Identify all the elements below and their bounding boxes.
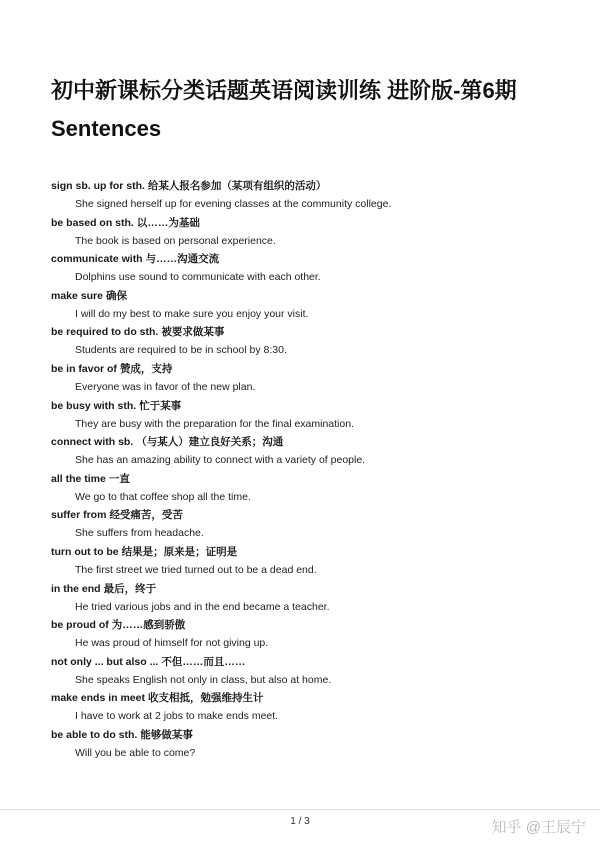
example-sentence: She suffers from headache. [75, 527, 204, 540]
example-sentence: She has an amazing ability to connect with a variety of people. [75, 454, 366, 467]
phrase: be based on sth. [51, 216, 134, 229]
example-sentence: She signed herself up for evening classes at the community college. [75, 198, 392, 210]
example-sentence: We go to that coffee shop all the time. [75, 490, 251, 503]
phrase: make sure [51, 289, 103, 302]
list-item [51, 543, 571, 580]
example-sentence: Dolphins use sound to communicate with each other. [75, 271, 321, 284]
meaning: 为……感到骄傲 [111, 619, 186, 632]
page-indicator: 1 / 3 [290, 816, 310, 827]
page-title: 初中新课标分类话题英语阅读训练 进阶版-第6期 Sentences [51, 78, 517, 141]
list-item [51, 653, 571, 690]
meaning: 能够做某事 [140, 728, 193, 741]
meaning: 与……沟通交流 [145, 253, 220, 266]
footer-divider [0, 809, 600, 810]
list-item [51, 250, 571, 287]
phrase: make ends in meet [51, 692, 145, 705]
meaning: （与某人）建立良好关系；沟通 [136, 436, 284, 449]
meaning: 以……为基础 [136, 216, 200, 229]
meaning: 赞成，支持 [119, 362, 173, 375]
phrase: be proud of [51, 619, 109, 632]
meaning: 确保 [105, 289, 127, 302]
example-sentence: I will do my best to make sure you enjoy your visit. [75, 307, 309, 320]
example-sentence: She speaks English not only in class, but also at home. [75, 673, 332, 686]
example-sentence: He was proud of himself for not giving up. [75, 637, 269, 650]
list-item [51, 506, 571, 543]
meaning: 忙于某事 [139, 399, 182, 412]
list-item [51, 214, 571, 251]
watermark: 知乎 @王辰宁 [491, 819, 586, 836]
phrase: suffer from [51, 509, 107, 522]
example-sentence: I have to work at 2 jobs to make ends meet. [75, 710, 279, 723]
meaning: 给某人报名参加（某项有组织的活动） [147, 180, 327, 192]
vocabulary-list [51, 177, 571, 763]
example-sentence: He tried various jobs and in the end became a teacher. [75, 600, 330, 613]
example-sentence: Will you be able to come? [75, 746, 196, 759]
phrase: communicate with [51, 253, 143, 266]
phrase: be required to do sth. [51, 326, 159, 339]
list-item [51, 323, 571, 360]
list-item [51, 433, 571, 470]
phrase: in the end [51, 582, 101, 595]
meaning: 结果是；原来是；证明是 [121, 545, 238, 558]
phrase: not only ... but also ... [51, 655, 159, 668]
example-sentence: They are busy with the preparation for the final examination. [75, 417, 354, 430]
phrase: be in favor of [51, 362, 117, 375]
meaning: 经受痛苦，受苦 [109, 509, 183, 522]
phrase: all the time [51, 472, 106, 485]
phrase: turn out to be [51, 545, 119, 558]
list-item [51, 689, 571, 726]
phrase: be busy with sth. [51, 399, 137, 412]
list-item [51, 616, 571, 653]
list-item [51, 360, 571, 397]
phrase: connect with sb. [51, 436, 134, 449]
example-sentence: Students are required to be in school by 8:30. [75, 344, 287, 357]
phrase: be able to do sth. [51, 728, 138, 741]
phrase: sign sb. up for sth. [51, 180, 145, 192]
meaning: 被要求做某事 [161, 326, 225, 339]
example-sentence: The first street we tried turned out to be a dead end. [75, 563, 317, 576]
example-sentence: Everyone was in favor of the new plan. [75, 380, 256, 393]
list-item [51, 470, 571, 507]
meaning: 最后，终于 [103, 582, 157, 595]
list-item [51, 726, 571, 763]
list-item [51, 580, 571, 617]
meaning: 收支相抵，勉强维持生计 [147, 692, 264, 705]
list-item [51, 177, 571, 214]
list-item [51, 287, 571, 324]
meaning: 不但……而且…… [161, 655, 246, 668]
example-sentence: The book is based on personal experience. [75, 234, 276, 247]
meaning: 一直 [108, 472, 130, 485]
list-item [51, 397, 571, 434]
